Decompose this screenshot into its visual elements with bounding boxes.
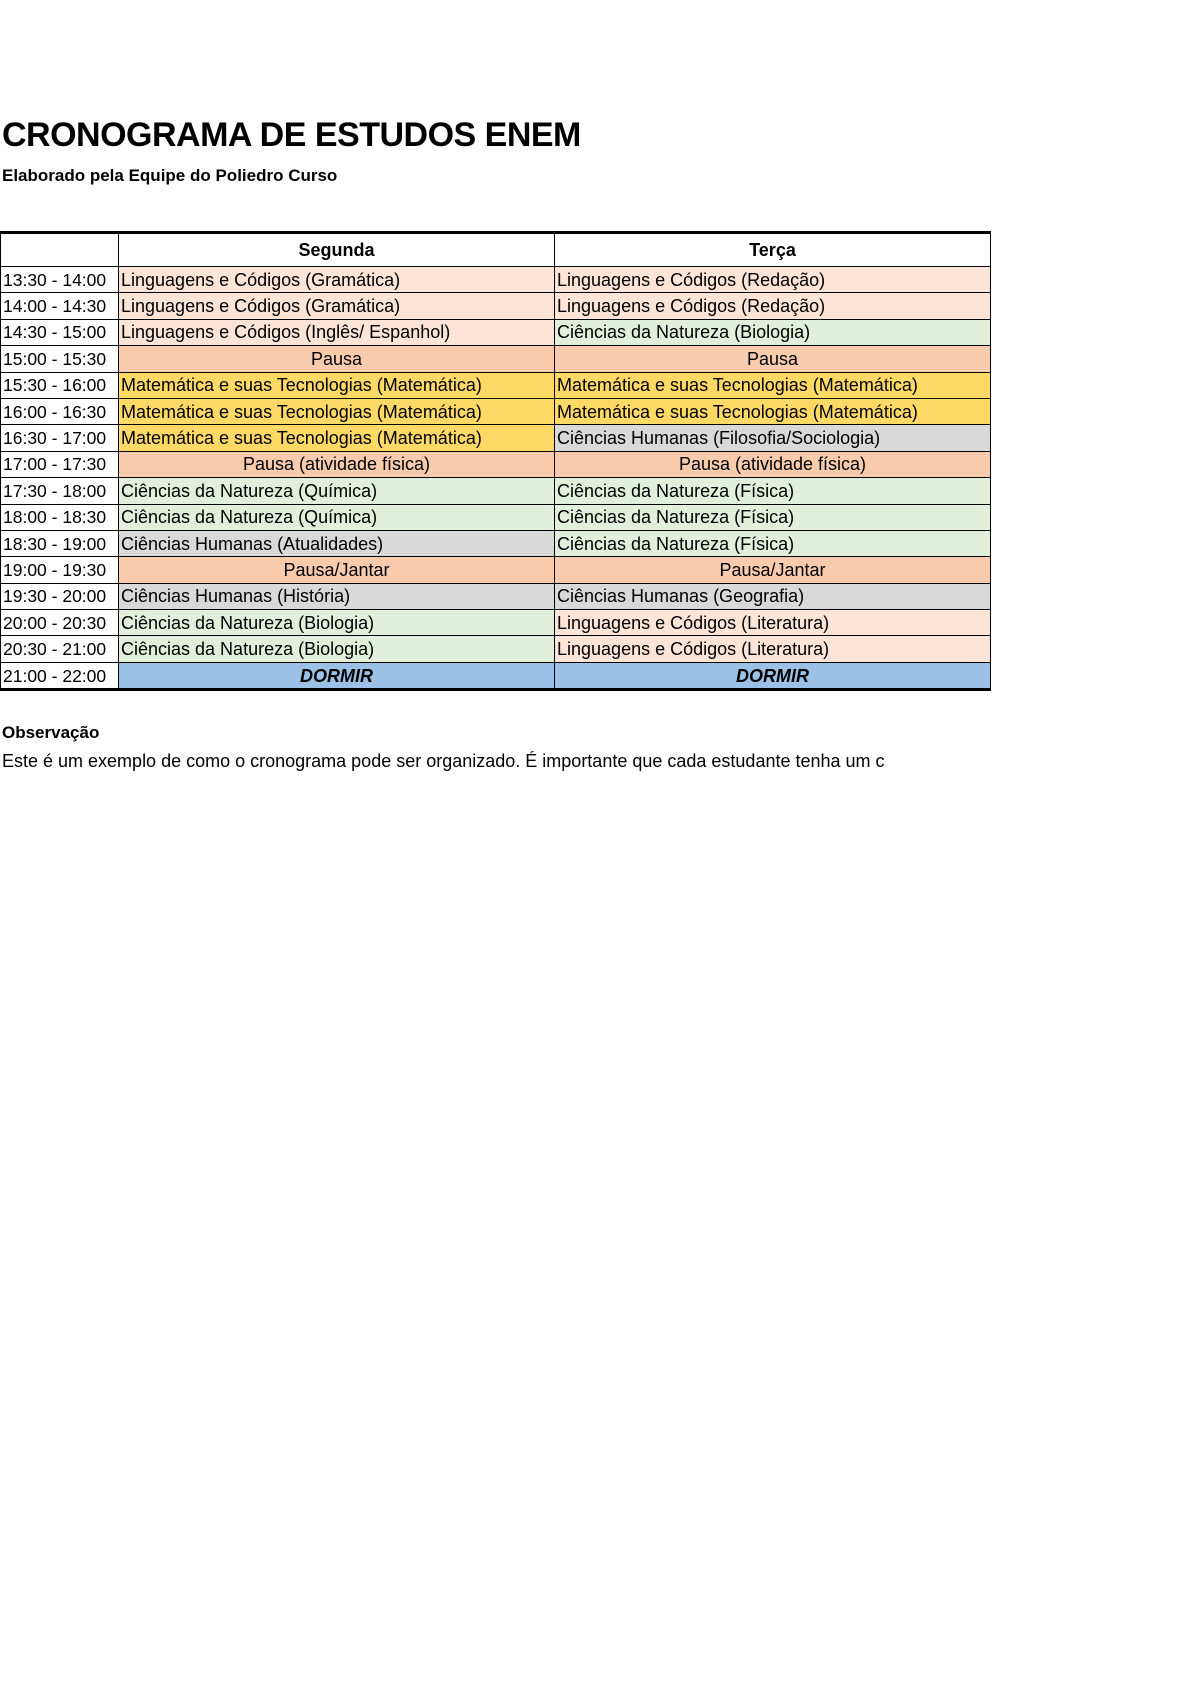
header-row [1,233,991,267]
table-row [1,478,991,504]
terca-cell: Ciências Humanas (Geografia) [555,583,991,609]
time-cell: 14:00 - 14:30 [1,293,119,319]
segunda-cell: Ciências Humanas (História) [119,583,555,609]
terca-cell: Linguagens e Códigos (Redação) [555,293,991,319]
table-row [1,425,991,451]
segunda-cell: Matemática e suas Tecnologias (Matemática) [119,372,555,398]
table-row [1,662,991,689]
terca-cell: Matemática e suas Tecnologias (Matemática) [555,372,991,398]
segunda-cell: Ciências da Natureza (Química) [119,504,555,530]
segunda-cell: Linguagens e Códigos (Gramática) [119,267,555,293]
segunda-cell: Linguagens e Códigos (Inglês/ Espanhol) [119,319,555,345]
table-row [1,346,991,372]
terca-cell: Pausa [555,346,991,372]
segunda-cell: Ciências da Natureza (Biologia) [119,636,555,662]
table-row [1,583,991,609]
segunda-cell: Ciências da Natureza (Biologia) [119,610,555,636]
terca-cell: Linguagens e Códigos (Redação) [555,267,991,293]
table-row [1,610,991,636]
table-row [1,636,991,662]
table-row [1,293,991,319]
terca-cell: DORMIR [555,662,991,689]
segunda-cell: Pausa [119,346,555,372]
terca-cell: Linguagens e Códigos (Literatura) [555,636,991,662]
table-row [1,451,991,477]
segunda-cell: Ciências da Natureza (Química) [119,478,555,504]
observation-title: Observação [2,723,100,742]
table-row [1,267,991,293]
segunda-cell: Ciências Humanas (Atualidades) [119,530,555,556]
segunda-cell: Linguagens e Códigos (Gramática) [119,293,555,319]
time-cell: 16:00 - 16:30 [1,398,119,424]
table-row [1,372,991,398]
terca-cell: Matemática e suas Tecnologias (Matemática) [555,398,991,424]
time-cell: 19:30 - 20:00 [1,583,119,609]
header-time [1,233,119,267]
schedule-table [0,231,991,691]
terca-cell: Pausa/Jantar [555,557,991,583]
segunda-cell: DORMIR [119,662,555,689]
time-cell: 18:00 - 18:30 [1,504,119,530]
terca-cell: Ciências da Natureza (Física) [555,478,991,504]
time-cell: 14:30 - 15:00 [1,319,119,345]
segunda-cell: Pausa (atividade física) [119,451,555,477]
time-cell: 15:30 - 16:00 [1,372,119,398]
terca-cell: Pausa (atividade física) [555,451,991,477]
page-title: CRONOGRAMA DE ESTUDOS ENEM [2,116,581,154]
table-row [1,319,991,345]
terca-cell: Ciências da Natureza (Física) [555,504,991,530]
header-segunda: Segunda [119,233,555,267]
time-cell: 13:30 - 14:00 [1,267,119,293]
table-row [1,504,991,530]
terca-cell: Ciências da Natureza (Biologia) [555,319,991,345]
segunda-cell: Matemática e suas Tecnologias (Matemática) [119,425,555,451]
time-cell: 17:00 - 17:30 [1,451,119,477]
segunda-cell: Pausa/Jantar [119,557,555,583]
terca-cell: Ciências Humanas (Filosofia/Sociologia) [555,425,991,451]
header-terca: Terça [555,233,991,267]
segunda-cell: Matemática e suas Tecnologias (Matemática) [119,398,555,424]
time-cell: 20:30 - 21:00 [1,636,119,662]
time-cell: 18:30 - 19:00 [1,530,119,556]
time-cell: 21:00 - 22:00 [1,662,119,689]
time-cell: 16:30 - 17:00 [1,425,119,451]
terca-cell: Linguagens e Códigos (Literatura) [555,610,991,636]
time-cell: 15:00 - 15:30 [1,346,119,372]
table-row [1,530,991,556]
time-cell: 20:00 - 20:30 [1,610,119,636]
time-cell: 19:00 - 19:30 [1,557,119,583]
schedule-body [1,267,991,690]
page-subtitle: Elaborado pela Equipe do Poliedro Curso [2,166,338,185]
table-row [1,398,991,424]
terca-cell: Ciências da Natureza (Física) [555,530,991,556]
table-row [1,557,991,583]
time-cell: 17:30 - 18:00 [1,478,119,504]
observation-text: Este é um exemplo de como o cronograma pode ser organizado. É importante que cada estudante tenha um c [2,751,885,771]
